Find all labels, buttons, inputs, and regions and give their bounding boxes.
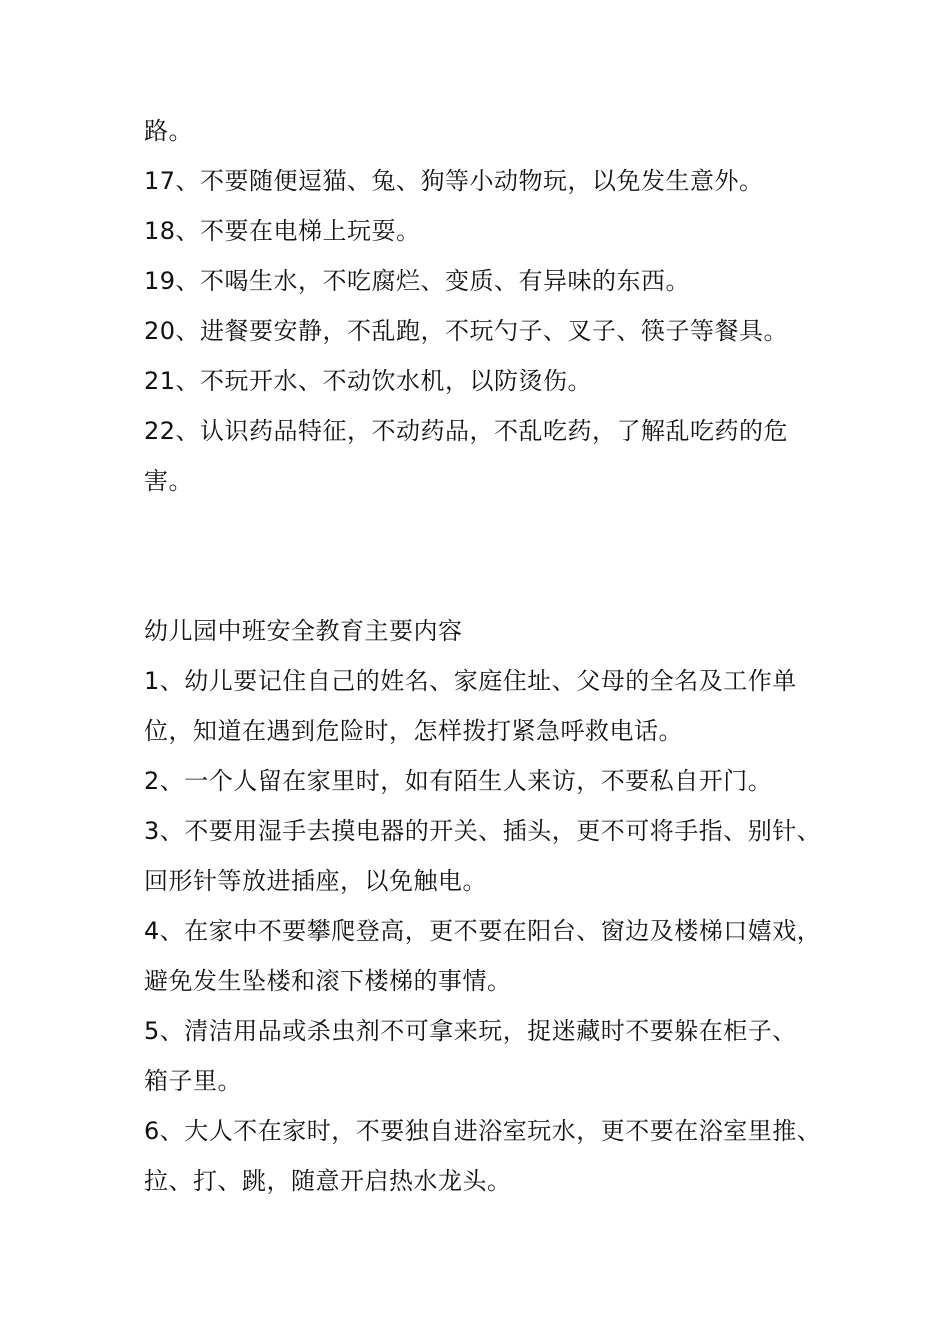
list-item: 1、幼儿要记住自己的姓名、家庭住址、父母的全名及工作单 (144, 667, 797, 695)
section-title: 幼儿园中班安全教育主要内容 (144, 617, 463, 645)
safety-education-section (144, 606, 824, 1206)
list-item: 5、清洁用品或杀虫剂不可拿来玩，捉迷藏时不要躲在柜子、 (144, 1017, 797, 1045)
list-item: 20、进餐要安静，不乱跑，不玩勺子、叉子、筷子等餐具。 (144, 317, 789, 345)
list-item: 3、不要用湿手去摸电器的开关、插头，更不可将手指、别针、 (144, 817, 822, 845)
list-item: 21、不玩开水、不动饮水机，以防烫伤。 (144, 367, 593, 395)
list-item: 路。 (144, 117, 193, 145)
continuation-list (144, 106, 824, 506)
list-item: 18、不要在电梯上玩耍。 (144, 217, 421, 245)
list-item: 位，知道在遇到危险时，怎样拨打紧急呼救电话。 (144, 717, 683, 745)
list-item: 4、在家中不要攀爬登高，更不要在阳台、窗边及楼梯口嬉戏， (144, 917, 822, 945)
list-item: 2、一个人留在家里时，如有陌生人来访，不要私自开门。 (144, 767, 773, 795)
list-item: 箱子里。 (144, 1067, 242, 1095)
list-item: 避免发生坠楼和滚下楼梯的事情。 (144, 967, 512, 995)
list-item: 22、认识药品特征，不动药品，不乱吃药，了解乱吃药的危 (144, 417, 789, 445)
list-item: 害。 (144, 467, 193, 495)
list-item: 19、不喝生水，不吃腐烂、变质、有异味的东西。 (144, 267, 691, 295)
list-item: 拉、打、跳，随意开启热水龙头。 (144, 1167, 512, 1195)
list-item: 6、大人不在家时，不要独自进浴室玩水，更不要在浴室里推、 (144, 1117, 822, 1145)
list-item: 17、不要随便逗猫、兔、狗等小动物玩，以免发生意外。 (144, 167, 764, 195)
list-item: 回形针等放进插座，以免触电。 (144, 867, 487, 895)
